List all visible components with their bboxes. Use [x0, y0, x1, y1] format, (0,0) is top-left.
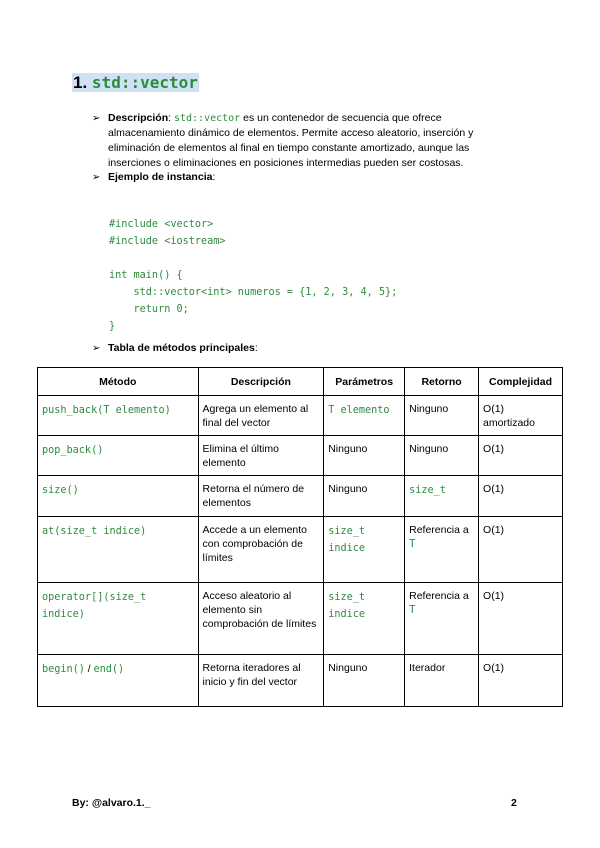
cell-return: Ninguno — [405, 396, 479, 436]
cell-description: Accede a un elemento con comprobación de límites — [198, 517, 324, 583]
code-line: #include <vector> — [109, 219, 214, 230]
cell-description: Retorna iteradores al inicio y fin del vector — [198, 655, 324, 707]
table-section-label: Tabla de métodos principales — [108, 342, 255, 354]
cell-params: Ninguno — [324, 476, 405, 517]
cell-complexity: O(1) — [479, 476, 563, 517]
table-row — [38, 436, 563, 476]
cell-method: size() — [38, 476, 199, 517]
cell-return: size_t — [405, 476, 479, 517]
cell-method: at(size_t indice) — [38, 517, 199, 583]
header-description: Descripción — [198, 368, 324, 396]
table-section-bullet: ➢ Tabla de métodos principales: — [92, 342, 258, 354]
footer-author: By: @alvaro.1._ — [72, 797, 151, 809]
description-code: std::vector — [173, 113, 241, 124]
cell-description: Retorna el número de elementos — [198, 476, 324, 517]
table-header-row — [38, 368, 563, 396]
cell-return — [405, 583, 479, 655]
cell-params: T elemento — [324, 396, 405, 436]
cell-return: Iterador — [405, 655, 479, 707]
code-block — [109, 199, 397, 352]
cell-complexity: O(1) — [479, 655, 563, 707]
cell-description: Acceso aleatorio al elemento sin comprobación de límites — [198, 583, 324, 655]
description-text: es un contenedor de secuencia que ofrece almacenamiento dinámico de elementos. Permite acceso aleatorio, inserción y eliminación de elementos al final en tiempo constante amortizado, aunque las inserciones o eliminaciones en posiciones intermedias pueden ser costosas. — [108, 112, 474, 169]
cell-complexity: O(1) amortizado — [479, 396, 563, 436]
arrow-bullet-icon: ➢ — [92, 113, 101, 124]
code-line — [109, 250, 397, 267]
cell-complexity: O(1) — [479, 583, 563, 655]
method-end: end() — [93, 664, 125, 675]
code-line: int main() { — [109, 270, 183, 281]
cell-return: Ninguno — [405, 436, 479, 476]
cell-description: Elimina el último elemento — [198, 436, 324, 476]
code-line: #include <iostream> — [109, 236, 226, 247]
title-code: std::vector — [91, 73, 198, 92]
return-code: T — [409, 604, 416, 616]
description-bullet: ➢ Descripción: std::vector es un contenedor de secuencia que ofrece almacenamiento dinámico de elementos. Permite acceso aleatorio, inserción y eliminación de elementos al final en tiempo constante amortizado, aunque las inserciones o eliminaciones en posiciones intermedias pueden ser costosas. — [92, 112, 474, 169]
description-label: Descripción — [108, 112, 169, 124]
header-params: Parámetros — [324, 368, 405, 396]
cell-complexity: O(1) — [479, 436, 563, 476]
example-label: Ejemplo de instancia — [108, 171, 213, 183]
cell-params: size_t indice — [324, 517, 405, 583]
cell-method: operator[](size_t indice) — [38, 583, 199, 655]
table-row — [38, 476, 563, 517]
cell-method — [38, 655, 199, 707]
method-begin: begin() — [42, 664, 85, 675]
header-method: Método — [38, 368, 199, 396]
table-row — [38, 583, 563, 655]
arrow-bullet-icon: ➢ — [92, 343, 101, 354]
arrow-bullet-icon: ➢ — [92, 172, 101, 183]
table-row — [38, 517, 563, 583]
page-title — [72, 72, 199, 94]
cell-return — [405, 517, 479, 583]
cell-complexity: O(1) — [479, 517, 563, 583]
return-prefix: Referencia a — [409, 524, 469, 536]
code-line: } — [109, 321, 116, 332]
header-complexity: Complejidad — [479, 368, 563, 396]
table-row — [38, 655, 563, 707]
code-line: std::vector<int> numeros = {1, 2, 3, 4, 5}; — [109, 287, 398, 298]
cell-params: size_t indice — [324, 583, 405, 655]
cell-params: Ninguno — [324, 436, 405, 476]
header-return: Retorno — [405, 368, 479, 396]
table-row — [38, 396, 563, 436]
footer-page-number: 2 — [511, 797, 517, 809]
example-bullet: ➢ Ejemplo de instancia: — [92, 171, 216, 183]
return-code: T — [409, 538, 416, 550]
cell-description: Agrega un elemento al final del vector — [198, 396, 324, 436]
return-prefix: Referencia a — [409, 590, 469, 602]
cell-method: pop_back() — [38, 436, 199, 476]
title-number: 1. — [73, 73, 88, 92]
methods-table — [37, 367, 563, 707]
code-line: return 0; — [109, 304, 189, 315]
cell-method: push_back(T elemento) — [38, 396, 199, 436]
cell-params: Ninguno — [324, 655, 405, 707]
method-separator: / — [84, 664, 94, 675]
